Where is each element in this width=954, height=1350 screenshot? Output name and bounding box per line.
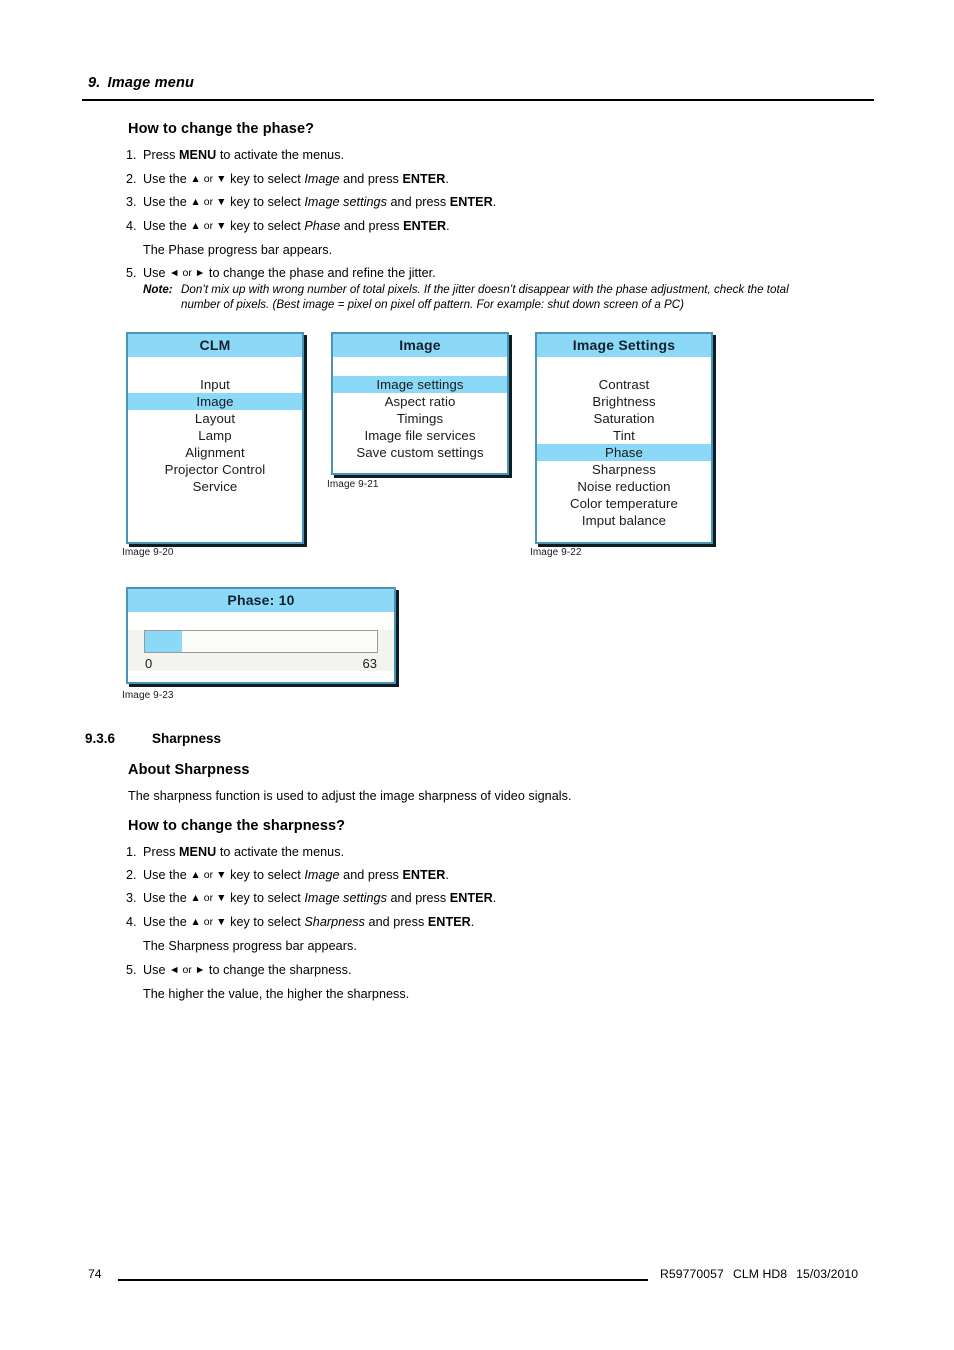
sharpness-step-2-post: and press [339, 868, 403, 882]
osd-clm-item-image[interactable]: Image [128, 393, 302, 410]
phase-step-1-marker: 1. [126, 148, 137, 162]
section-title-sharpness: Sharpness [152, 731, 222, 746]
osd-clm-list [128, 376, 302, 495]
phase-step-4-target: Phase [304, 219, 341, 233]
sharpness-step-2 [126, 868, 449, 882]
phase-step-2 [126, 172, 449, 186]
running-head-title: Image menu [107, 75, 195, 91]
sharpness-step-5-pre: Use [143, 963, 170, 977]
updown-arrow-icon: ▲ or ▼ [190, 196, 227, 208]
section-number-936: 9.3.6 [85, 731, 116, 746]
osd-clm-item-projector-control[interactable]: Projector Control [164, 462, 266, 477]
phase-step-4-marker: 4. [126, 219, 137, 233]
note-line-2: number of pixels. (Best image = pixel on pixel off pattern. For example: shut down screen of a PC) [181, 297, 684, 311]
sharpness-howto-heading: How to change the sharpness? [128, 818, 346, 834]
osd-image-spacer [333, 357, 507, 376]
osd-image-item-save-custom-settings[interactable]: Save custom settings [356, 445, 484, 460]
leftright-arrow-icon: ◄ or ► [169, 964, 206, 976]
phase-step-3-pre: Use the [143, 195, 191, 209]
phase-step-5-pre: Use [143, 266, 170, 280]
sharpness-step-3-key: ENTER [449, 891, 493, 905]
phase-step-4-key: ENTER [403, 219, 447, 233]
phase-progress-bar-fill [145, 631, 182, 652]
sharpness-step-1-key: MENU [179, 845, 217, 859]
osd-image-list [333, 376, 507, 461]
osd-is-item-brightness[interactable]: Brightness [592, 394, 656, 409]
phase-step-2-mid: key to select [226, 172, 305, 186]
osd-is-item-sharpness[interactable]: Sharpness [592, 462, 656, 477]
sharpness-step-5-marker: 5. [126, 963, 137, 977]
phase-step-1 [126, 148, 344, 162]
phase-progress-scale [145, 656, 377, 671]
osd-image-item-image-file-services[interactable]: Image file services [364, 428, 476, 443]
caption-image-9-22: Image 9-22 [530, 547, 582, 558]
sharpness-step-2-key: ENTER [402, 868, 446, 882]
phase-step-4-mid: key to select [226, 219, 305, 233]
caption-image-9-23: Image 9-23 [122, 690, 174, 701]
note-line-1: Don’t mix up with wrong number of total pixels. If the jitter doesn’t disappear with the phase adjustment, check the total [181, 283, 789, 296]
phase-step-2-key: ENTER [402, 172, 446, 186]
phase-scale-min: 0 [145, 656, 153, 671]
footer-page-number: 74 [88, 1267, 102, 1281]
phase-progressbar-note: The Phase progress bar appears. [143, 243, 333, 257]
updown-arrow-icon: ▲ or ▼ [190, 173, 227, 185]
note-label: Note: [143, 283, 173, 296]
osd-image-title: Image [333, 334, 507, 357]
osd-is-item-imput-balance[interactable]: Imput balance [581, 513, 667, 528]
phase-step-1-mid: to activate the menus. [216, 148, 345, 162]
updown-arrow-icon: ▲ or ▼ [190, 869, 227, 881]
phase-step-4-post: and press [340, 219, 404, 233]
phase-step-3-mid: key to select [226, 195, 305, 209]
sharpness-step-1-marker: 1. [126, 845, 137, 859]
footer-product: CLM HD8 [732, 1267, 788, 1281]
sharpness-value-note: The higher the value, the higher the sharpness. [143, 987, 410, 1001]
sharpness-step-2-end: . [445, 868, 449, 882]
sharpness-step-5-post: to change the sharpness. [205, 963, 352, 977]
phase-step-5-marker: 5. [126, 266, 137, 280]
sharpness-progressbar-note: The Sharpness progress bar appears. [143, 939, 357, 953]
phase-step-2-post: and press [339, 172, 403, 186]
footer-rule [118, 1279, 648, 1281]
sharpness-step-4-key: ENTER [427, 915, 471, 929]
footer-document-reference [660, 1267, 858, 1281]
sharpness-step-4-post: and press [365, 915, 428, 929]
osd-menu-clm [126, 332, 304, 544]
about-sharpness-heading: About Sharpness [128, 762, 250, 778]
osd-phase-title: Phase: 10 [128, 589, 394, 612]
sharpness-step-1-mid: to activate the menus. [216, 845, 345, 859]
osd-image-settings-title: Image Settings [537, 334, 711, 357]
sharpness-step-3-marker: 3. [126, 891, 137, 905]
osd-clm-item-alignment[interactable]: Alignment [185, 445, 245, 460]
sharpness-step-4 [126, 915, 474, 929]
sharpness-step-3-end: . [492, 891, 497, 905]
osd-clm-spacer [128, 357, 302, 376]
updown-arrow-icon: ▲ or ▼ [190, 892, 227, 904]
header-rule [82, 99, 874, 101]
phase-step-3-marker: 3. [126, 195, 137, 209]
sharpness-step-4-target: Sharpness [304, 915, 365, 929]
osd-is-item-tint[interactable]: Tint [613, 428, 635, 443]
sharpness-step-2-target: Image [304, 868, 340, 882]
phase-step-3-key: ENTER [449, 195, 493, 209]
sharpness-step-3-target: Image settings [304, 891, 387, 905]
footer-date: 15/03/2010 [796, 1267, 859, 1281]
phase-step-4-end: . [446, 219, 450, 233]
about-sharpness-text: The sharpness function is used to adjust the image sharpness of video signals. [128, 789, 572, 803]
sharpness-step-3-post: and press [386, 891, 450, 905]
osd-is-item-color-temperature[interactable]: Color temperature [570, 496, 678, 511]
osd-is-item-saturation[interactable]: Saturation [593, 411, 655, 426]
caption-image-9-20: Image 9-20 [122, 547, 174, 558]
sharpness-step-1-pre: Press [143, 845, 179, 859]
phase-step-5-post: to change the phase and refine the jitter. [205, 266, 436, 280]
phase-step-2-pre: Use the [143, 172, 191, 186]
sharpness-step-4-marker: 4. [126, 915, 137, 929]
phase-step-3-target: Image settings [304, 195, 387, 209]
osd-clm-item-input[interactable]: Input [200, 377, 230, 392]
phase-step-3 [126, 195, 496, 209]
sharpness-step-2-mid: key to select [226, 868, 305, 882]
osd-image-item-aspect-ratio[interactable]: Aspect ratio [384, 394, 456, 409]
osd-clm-item-service[interactable]: Service [192, 479, 238, 494]
phase-step-4 [126, 219, 450, 233]
sharpness-step-3-mid: key to select [226, 891, 305, 905]
leftright-arrow-icon: ◄ or ► [169, 267, 206, 279]
phase-step-1-pre: Press [143, 148, 179, 162]
phase-step-5 [126, 266, 436, 280]
updown-arrow-icon: ▲ or ▼ [190, 220, 227, 232]
updown-arrow-icon: ▲ or ▼ [190, 916, 227, 928]
phase-progress-bar-track[interactable] [144, 630, 378, 653]
osd-image-settings-list [537, 376, 711, 529]
osd-is-item-phase[interactable]: Phase [537, 444, 711, 461]
osd-phase-progress-window [126, 587, 396, 684]
sharpness-step-5 [126, 963, 352, 977]
sharpness-step-4-end: . [470, 915, 475, 929]
phase-step-2-marker: 2. [126, 172, 137, 186]
osd-is-item-contrast[interactable]: Contrast [598, 377, 650, 392]
footer-doc-ref: R59770057 [660, 1267, 724, 1281]
phase-step-4-pre: Use the [143, 219, 191, 233]
phase-step-2-end: . [445, 172, 449, 186]
phase-step-1-key: MENU [179, 148, 217, 162]
phase-note [143, 283, 883, 312]
osd-image-item-timings[interactable]: Timings [396, 411, 444, 426]
osd-menu-image-settings [535, 332, 713, 544]
osd-image-item-image-settings[interactable]: Image settings [333, 376, 507, 393]
osd-is-item-noise-reduction[interactable]: Noise reduction [577, 479, 671, 494]
osd-phase-body [128, 630, 394, 671]
sharpness-step-4-pre: Use the [143, 915, 191, 929]
osd-image-settings-spacer [537, 357, 711, 376]
caption-image-9-21: Image 9-21 [327, 479, 379, 490]
phase-step-2-target: Image [304, 172, 340, 186]
phase-scale-max: 63 [362, 656, 377, 671]
osd-clm-item-lamp[interactable]: Lamp [198, 428, 232, 443]
phase-step-3-end: . [492, 195, 497, 209]
sharpness-step-3-pre: Use the [143, 891, 191, 905]
phase-howto-heading: How to change the phase? [128, 121, 315, 137]
sharpness-step-4-mid: key to select [226, 915, 305, 929]
osd-menu-image [331, 332, 509, 475]
osd-clm-title: CLM [128, 334, 302, 357]
sharpness-step-3 [126, 891, 496, 905]
running-head [88, 75, 194, 91]
osd-clm-item-layout[interactable]: Layout [194, 411, 236, 426]
sharpness-step-1 [126, 845, 344, 859]
sharpness-step-2-pre: Use the [143, 868, 191, 882]
running-head-chapter-number: 9. [88, 75, 101, 91]
sharpness-step-2-marker: 2. [126, 868, 137, 882]
phase-step-3-post: and press [386, 195, 450, 209]
